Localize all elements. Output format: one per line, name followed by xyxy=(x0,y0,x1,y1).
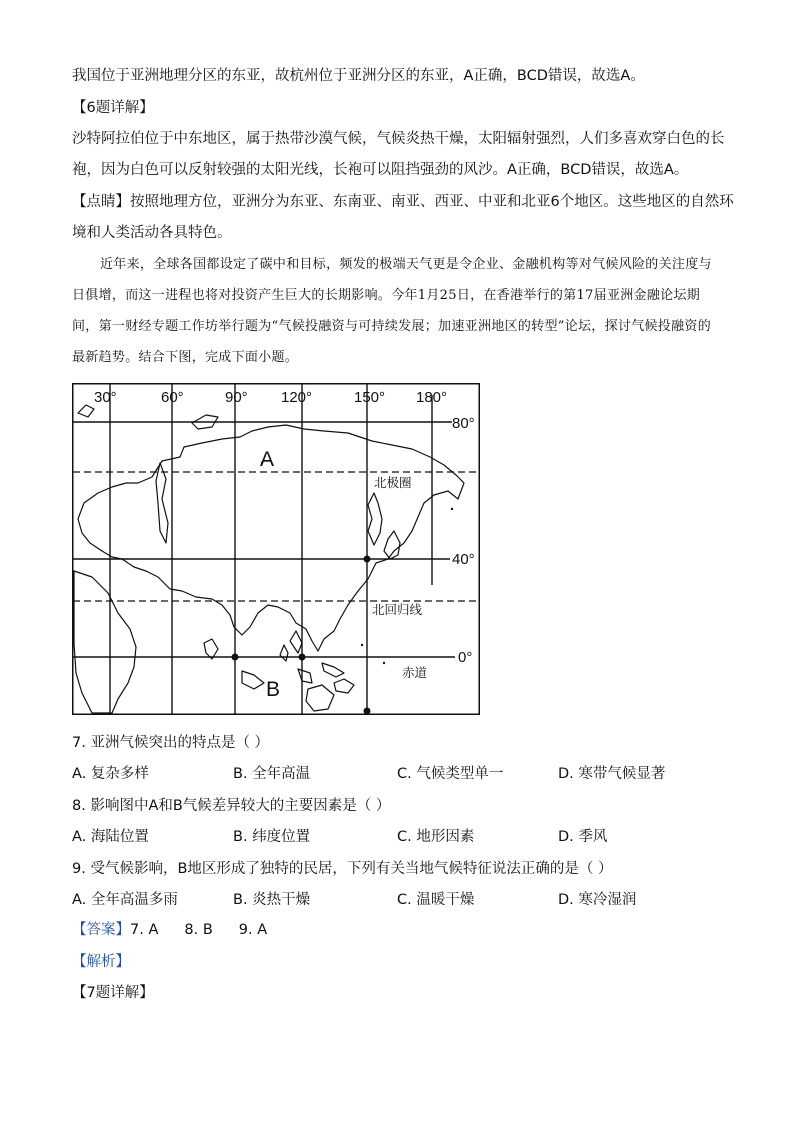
question-7-stem: 7. 亚洲气候突出的特点是（ ） xyxy=(72,735,270,751)
tip-label: 【点睛】 xyxy=(72,194,130,210)
tropic-of-cancer-label: 北回归线 xyxy=(372,602,423,617)
question-7-option-b: B. 全年高温 xyxy=(233,766,311,782)
question-7-option-d: D. 寒带气候显著 xyxy=(558,766,666,782)
question-9-option-c: C. 温暖干燥 xyxy=(397,892,475,908)
lon-label-120: 120° xyxy=(281,389,313,406)
question-8-option-c: C. 地形因素 xyxy=(397,829,475,845)
point-b-label: B xyxy=(266,678,281,701)
asia-map-figure xyxy=(72,383,480,715)
question-9-option-a: A. 全年高温多雨 xyxy=(72,892,178,908)
lon-label-60: 60° xyxy=(161,389,184,406)
question-8-option-d: D. 季风 xyxy=(558,829,608,845)
lat-label-80: 80° xyxy=(452,415,475,432)
section-heading-q7: 【7题详解】 xyxy=(72,985,154,1001)
question-8-option-a: A. 海陆位置 xyxy=(72,829,149,845)
answer-item-7: 7. A xyxy=(130,922,159,938)
explanation-q6-line2: 袍，因为白色可以反射较强的太阳光线，长袍可以阻挡强劲的风沙。A正确，BCD错误，故选A。 xyxy=(72,162,689,178)
arctic-circle-label: 北极圈 xyxy=(374,475,412,490)
analysis-heading: 【解析】 xyxy=(72,954,130,970)
tip-line1 xyxy=(72,192,734,212)
answer-line xyxy=(72,920,267,940)
point-a-label: A xyxy=(260,448,275,471)
lon-label-180: 180° xyxy=(416,389,448,406)
question-9-option-b: B. 炎热干燥 xyxy=(233,892,311,908)
lon-label-30: 30° xyxy=(94,389,117,406)
section-heading-q6: 【6题详解】 xyxy=(72,100,154,116)
tip-text: 按照地理方位，亚洲分为东亚、东南亚、南亚、西亚、中亚和北亚6个地区。这些地区的自然环 xyxy=(130,194,734,210)
lat-label-40: 40° xyxy=(452,551,475,568)
explanation-q6-line1: 沙特阿拉伯位于中东地区，属于热带沙漠气候，气候炎热干燥，太阳辐射强烈，人们多喜欢穿白色的长 xyxy=(72,131,725,147)
answer-item-9: 9. A xyxy=(238,922,268,938)
answer-label: 【答案】 xyxy=(72,922,130,938)
question-9-stem: 9. 受气候影响，B地区形成了独特的民居，下列有关当地气候特征说法正确的是（ ） xyxy=(72,861,613,877)
answer-item-8: 8. B xyxy=(184,922,213,938)
reading-passage: 近年来，全球各国都设定了碳中和目标，频发的极端天气更是令企业、金融机构等对气候风险的关注度与日俱增，而这一进程也将对投资产生巨大的长期影响。今年1月25日，在香港举行的第17届亚洲金融论坛期间，第一财经专题工作坊举行题为“气候投融资与可持续发展；加速亚洲地区的转型”论坛，探讨气候投融资的最新趋势。结合下图，完成下面小题。 xyxy=(72,257,712,365)
question-7-option-c: C. 气候类型单一 xyxy=(397,766,504,782)
tip-line2: 境和人类活动各具特色。 xyxy=(72,225,232,241)
question-7-option-a: A. 复杂多样 xyxy=(72,766,149,782)
answer-explanation-line: 我国位于亚洲地理分区的东亚，故杭州位于亚洲分区的东亚，A正确，BCD错误，故选A。 xyxy=(72,68,645,84)
question-9-option-d: D. 寒冷湿润 xyxy=(558,892,637,908)
question-8-stem: 8. 影响图中A和B气候差异较大的主要因素是（ ） xyxy=(72,798,391,814)
lon-label-150: 150° xyxy=(354,389,386,406)
equator-label: 赤道 xyxy=(402,665,428,680)
lon-label-90: 90° xyxy=(225,389,248,406)
lat-label-0: 0° xyxy=(458,649,473,666)
question-8-option-b: B. 纬度位置 xyxy=(233,829,311,845)
